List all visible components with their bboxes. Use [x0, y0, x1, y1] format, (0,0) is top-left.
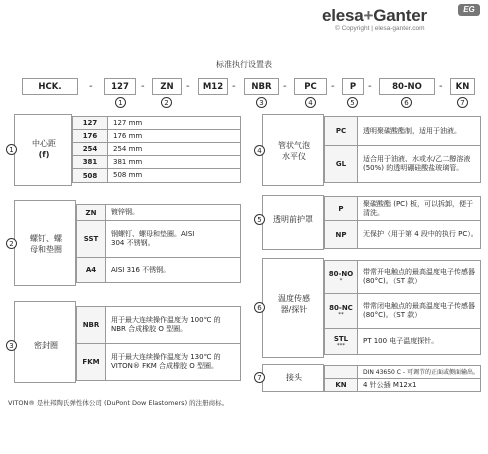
section-7-number: 7	[254, 372, 265, 383]
table-row-code: 254	[72, 142, 108, 156]
code-dash: -	[141, 81, 145, 92]
section-4-number: 4	[254, 145, 265, 156]
section-4-label	[268, 140, 320, 162]
table-row-desc: 381 mm	[107, 155, 241, 169]
table-row-desc: 聚碳酸酯 (PC) 板，可以拆卸，便于清洗。	[357, 196, 481, 221]
section-5-label: 透明前护罩	[273, 215, 313, 224]
marker-4: 4	[305, 97, 316, 108]
table-row-code	[324, 365, 358, 379]
code-segment-1: 127	[104, 78, 136, 95]
brand-name-part1: elesa	[322, 6, 364, 25]
section-2-label-line1: 螺钉、螺	[30, 234, 62, 243]
table-row-code	[324, 328, 358, 355]
table-row-desc: 508 mm	[107, 168, 241, 183]
table-row-code	[324, 260, 358, 294]
table-row-code: NP	[324, 220, 358, 249]
marker-2: 2	[161, 97, 172, 108]
brand-name-part2: Ganter	[373, 6, 427, 25]
code-segment-6: 80-NO	[379, 78, 435, 95]
section-2-label-line2: 母和垫圈	[30, 245, 62, 254]
section-4-label-line1: 管状气泡	[278, 141, 310, 150]
code-dash: -	[331, 81, 335, 92]
standard-title: 标准执行设置表	[216, 60, 272, 69]
code-dash: -	[186, 81, 190, 92]
table-row-desc: 钢螺钉、螺母和垫圈。AISI 304 不锈钢。	[105, 220, 241, 258]
table-row-desc: 用于最大连续操作温度为 100℃ 的 NBR 合成橡胶 O 型圈。	[105, 306, 241, 344]
copyright-text: © Copyright | elesa-ganter.com	[335, 25, 425, 32]
section-1-label-line1: 中心距	[32, 139, 56, 148]
table-row-code-text: 80-NC	[329, 304, 353, 312]
table-row-code-note: **	[338, 312, 344, 318]
table-row-code: 127	[72, 116, 108, 130]
section-7-label: 接头	[286, 373, 302, 382]
section-2-label	[20, 233, 72, 255]
table-row-code: ZN	[76, 204, 106, 221]
table-row-desc: AISI 316 不锈钢。	[105, 257, 241, 283]
table-row-desc: 254 mm	[107, 142, 241, 156]
table-row-code-note: *	[339, 278, 343, 284]
table-row-desc: 镀锌钢。	[105, 204, 241, 221]
footnote: VITON® 是杜邦陶氏弹性体公司 (DuPont Dow Elastomers) 的注册商标。	[8, 399, 229, 407]
table-row-desc: 4 针公插 M12x1	[357, 378, 481, 392]
table-row-desc: PT 100 电子温度探针。	[357, 328, 481, 355]
marker-1: 1	[115, 97, 126, 108]
table-row-desc: 176 mm	[107, 129, 241, 143]
table-row-code	[324, 293, 358, 329]
table-row-desc: 127 mm	[107, 116, 241, 130]
table-row-code: 176	[72, 129, 108, 143]
section-4-label-line2: 水平仪	[282, 152, 306, 161]
brand-badge: EG	[458, 4, 480, 16]
section-3-number: 3	[6, 340, 17, 351]
section-5-number: 5	[254, 214, 265, 225]
code-dash: -	[89, 81, 93, 92]
section-6-label-line1: 温度传感	[278, 294, 310, 303]
section-2-number: 2	[6, 238, 17, 249]
table-row-code-note: ***	[336, 342, 346, 349]
table-row-code-text: 80-NO	[328, 270, 354, 278]
code-segment-4: PC	[294, 78, 327, 95]
marker-7: 7	[457, 97, 468, 108]
code-dash: -	[368, 81, 372, 92]
table-row-code: 381	[72, 155, 108, 169]
table-row-code: FKM	[76, 343, 106, 381]
table-row-code-text: STL	[333, 334, 349, 343]
table-row-desc: 适合用于油液、水或水/乙二醇溶液 (50%) 的透明硼硅酸盐玻璃管。	[357, 145, 481, 183]
section-6-label	[268, 293, 320, 315]
table-row-desc: 透明聚碳酸酯制，适用于油液。	[357, 116, 481, 146]
section-1-label-line2: (f)	[38, 150, 50, 159]
table-row-desc: 无保护（用于第 4 段中的执行 PC）。	[357, 220, 481, 249]
table-row-code: GL	[324, 145, 358, 183]
code-segment-2: ZN	[152, 78, 182, 95]
code-dash: -	[439, 81, 443, 92]
section-1-label	[22, 138, 66, 160]
table-row-code: 508	[72, 168, 108, 183]
table-row-code: KN	[324, 378, 358, 392]
table-row-code: A4	[76, 257, 106, 283]
table-row-desc: 带常开电触点的最高温度电子传感器 (80°C)。（ST 款）	[357, 260, 481, 294]
section-1-number: 1	[6, 144, 17, 155]
code-segment-thread: M12	[198, 78, 228, 95]
code-segment-base: HCK.	[22, 78, 78, 95]
code-segment-5: P	[342, 78, 364, 95]
brand-plus: +	[363, 6, 374, 25]
code-dash: -	[232, 81, 236, 92]
section-6-number: 6	[254, 302, 265, 313]
table-row-desc: 带常闭电触点的最高温度电子传感器 (80°C)。（ST 款）	[357, 293, 481, 329]
code-segment-3: NBR	[244, 78, 279, 95]
table-row-code: PC	[324, 116, 358, 146]
brand-logo	[322, 6, 427, 26]
section-6-label-line2: 器/探针	[280, 305, 308, 314]
code-segment-7: KN	[450, 78, 475, 95]
code-dash: -	[283, 81, 287, 92]
marker-5: 5	[347, 97, 358, 108]
table-row-desc: 用于最大连续操作温度为 130℃ 的 VITON® FKM 合成橡胶 O 型圈。	[105, 343, 241, 381]
marker-3: 3	[256, 97, 267, 108]
table-row-desc: DIN 43650 C - 可调节的正面或侧面输出。	[357, 365, 481, 379]
table-row-code: NBR	[76, 306, 106, 344]
table-row-code: P	[324, 196, 358, 221]
section-3-label: 密封圈	[34, 341, 58, 350]
table-row-code: SST	[76, 220, 106, 258]
marker-6: 6	[401, 97, 412, 108]
